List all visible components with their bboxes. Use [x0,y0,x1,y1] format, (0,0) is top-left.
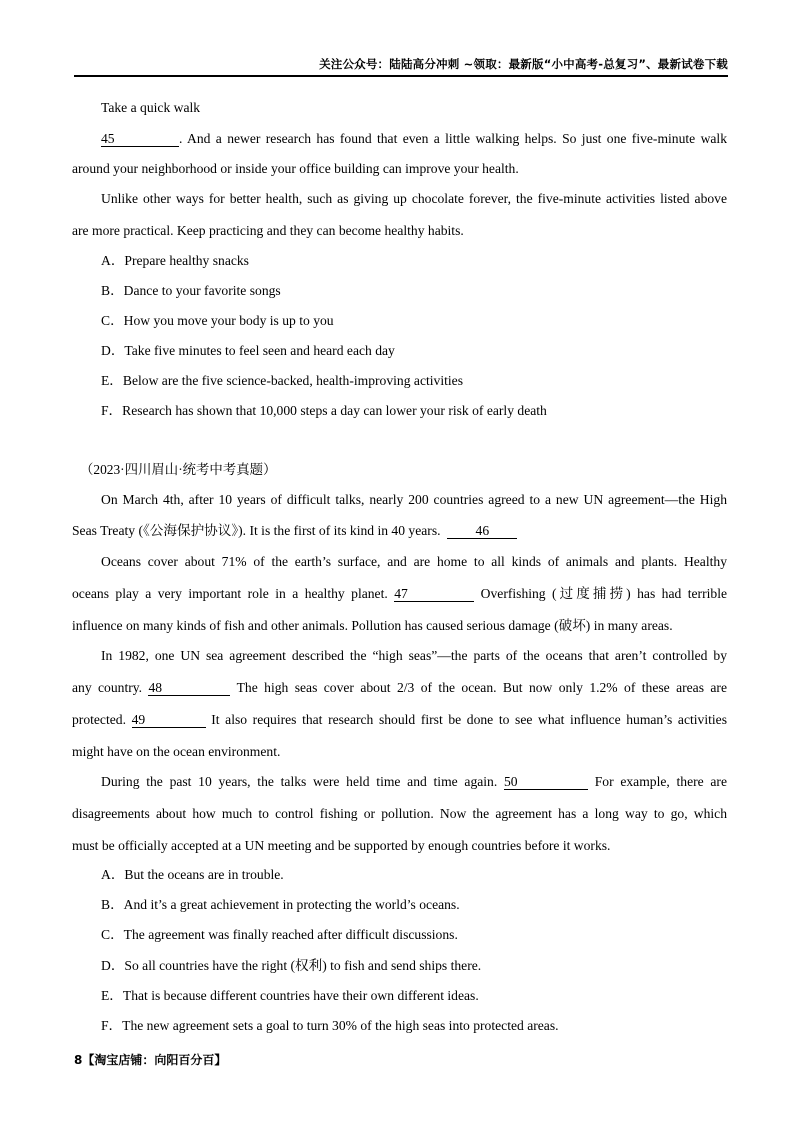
paragraph-line: around your neighborhood or inside your office building can improve your health. [72,161,519,176]
option-d: D．Take five minutes to feel seen and heard each day [101,343,395,358]
section-heading: Take a quick walk [101,100,201,115]
option-a: A．Prepare healthy snacks [101,253,249,268]
option-c: C．How you move your body is up to you [101,313,334,328]
answer-blank: 46 [447,524,517,539]
option-b: B．Dance to your favorite songs [101,283,281,298]
paragraph-line: Seas Treaty (《公海保护协议》). It is the first of its kind in 40 years. 46 [72,522,727,540]
option-a: A．But the oceans are in trouble. [101,867,284,882]
option-e: E．Below are the five science-backed, health-improving activities [101,373,463,388]
paragraph-line: might have on the ocean environment. [72,744,281,759]
paragraph-line: Oceans cover about 71% of the earth’s surface, and are home to all kinds of animals and plants. Healthy [101,554,727,569]
paragraph-line: In 1982, one UN sea agreement described the “high seas”—the parts of the oceans that aren’t controlled by [101,648,727,663]
paragraph-line: Unlike other ways for better health, such as giving up chocolate forever, the five-minute activities listed above [101,191,727,206]
option-b: B．And it’s a great achievement in protecting the world’s oceans. [101,897,460,912]
paragraph-line: influence on many kinds of fish and other animals. Pollution has caused serious damage (破坏) in many areas. [72,618,673,633]
paragraph-line: disagreements about how much to control fishing or pollution. Now the agreement has a long way to go, which [72,806,727,821]
paragraph-line: On March 4th, after 10 years of difficult talks, nearly 200 countries agreed to a new UN agreement—the High [101,492,727,507]
paragraph-line: protected. 49 It also requires that research should first be done to see what influence human’s activities [72,712,727,727]
paragraph-line: any country. 48 The high seas cover about 2/3 of the ocean. But now only 1.2% of these areas are [72,680,727,695]
paragraph-line: oceans play a very important role in a healthy planet. 47 Overfishing (过度捕捞) has had terrible [72,586,727,601]
question-source: （2023·四川眉山·统考中考真题） [80,462,277,477]
option-f: F．The new agreement sets a goal to turn 30% of the high seas into protected areas. [101,1018,559,1033]
answer-blank: 45 [101,132,179,147]
answer-blank: 49 [132,713,206,728]
option-f: F．Research has shown that 10,000 steps a day can lower your risk of early death [101,403,547,418]
page-header: 关注公众号：陆陆高分冲刺 ~领取：最新版“小中高考-总复习”、最新试卷下载 [74,56,728,77]
paragraph-line: must be officially accepted at a UN meeting and be supported by enough countries before it works. [72,838,611,853]
page-footer: 8【淘宝店铺：向阳百分百】 [74,1053,227,1067]
option-d: D．So all countries have the right (权利) to fish and send ships there. [101,958,482,973]
option-e: E．That is because different countries have their own different ideas. [101,988,479,1003]
answer-blank: 47 [394,587,474,602]
paragraph-line: 45 . And a newer research has found that even a little walking helps. So just one five-minute walk [101,131,727,146]
paragraph-line: During the past 10 years, the talks were held time and time again. 50 For example, there are [101,774,727,789]
answer-blank: 50 [504,775,588,790]
answer-blank: 48 [148,681,230,696]
option-c: C．The agreement was finally reached after difficult discussions. [101,927,458,942]
paragraph-line: are more practical. Keep practicing and they can become healthy habits. [72,223,464,238]
